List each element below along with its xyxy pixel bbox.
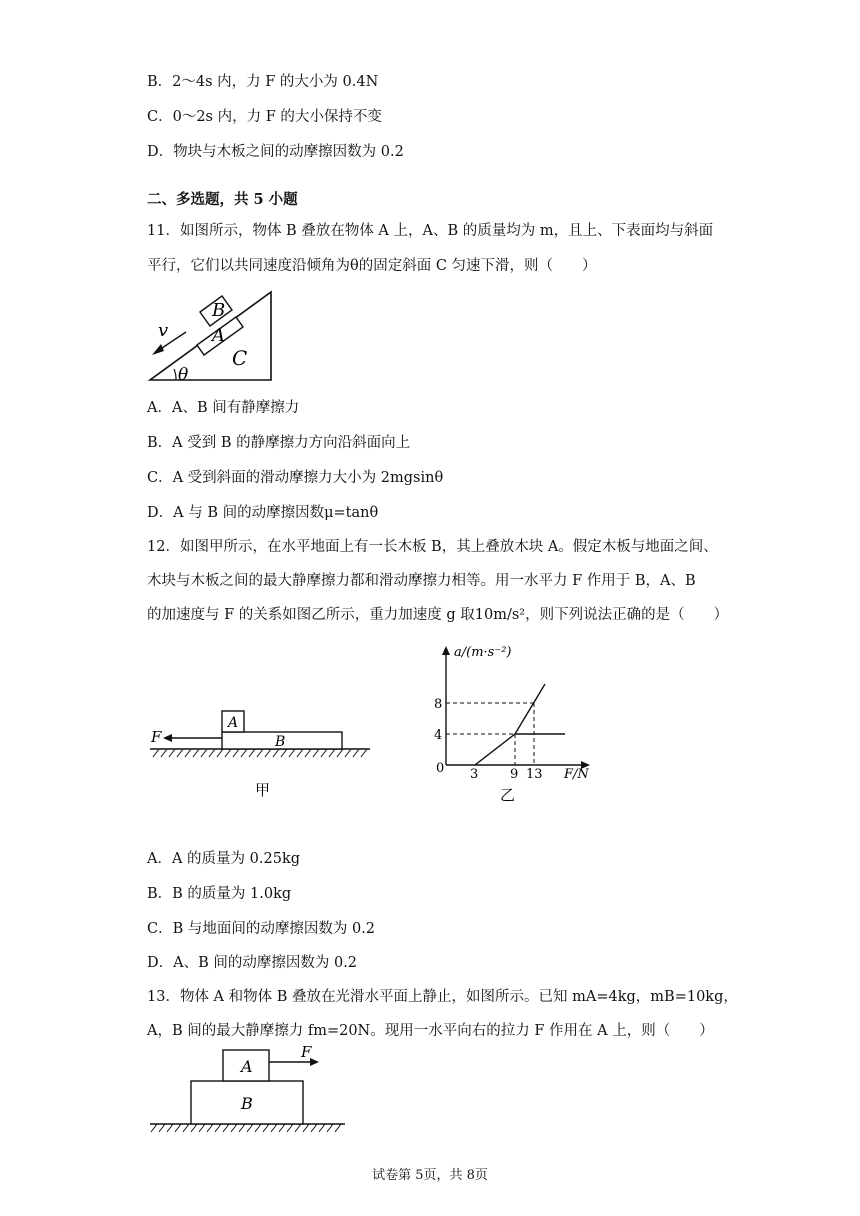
q12-figure-jia bbox=[145, 705, 375, 805]
y-axis-label: a/(m·s⁻²) bbox=[454, 645, 512, 660]
q12-option-b: B．B 的质量为 1.0kg bbox=[147, 886, 292, 902]
label-b: B bbox=[212, 300, 226, 321]
q11-stem-line1: 11．如图所示，物体 B 叠放在物体 A 上，A、B 的质量均为 m，且上、下表面均与斜面 bbox=[147, 223, 714, 239]
angle-arc bbox=[174, 369, 176, 380]
q10-option-b: B．2～4s 内，力 F 的大小为 0.4N bbox=[147, 74, 379, 90]
ground-hatching bbox=[151, 1124, 341, 1132]
line-common bbox=[475, 734, 515, 765]
q11-option-d: D．A 与 B 间的动摩擦因数μ=tanθ bbox=[147, 505, 379, 521]
x-axis-label: F/N bbox=[564, 767, 589, 782]
label-b: B bbox=[241, 1094, 253, 1113]
q12-option-c: C．B 与地面间的动摩擦因数为 0.2 bbox=[147, 921, 376, 937]
line-b bbox=[515, 684, 545, 734]
caption-yi: 乙 bbox=[500, 786, 516, 804]
section-title: 二、多选题，共 5 小题 bbox=[147, 191, 298, 208]
force-arrow-head bbox=[163, 734, 172, 742]
ground-hatching bbox=[153, 749, 367, 757]
q13-figure bbox=[145, 1045, 355, 1140]
caption-jia: 甲 bbox=[255, 781, 271, 799]
label-a: A bbox=[241, 1057, 253, 1076]
q13-stem-line1: 13．物体 A 和物体 B 叠放在光滑水平面上静止，如图所示。已知 mA=4kg，mB=10kg， bbox=[147, 989, 738, 1005]
ytick-4: 4 bbox=[434, 728, 443, 743]
label-theta: θ bbox=[178, 365, 189, 385]
q11-option-c: C．A 受到斜面的滑动摩擦力大小为 2mgsinθ bbox=[147, 470, 444, 486]
q11-option-b: B．A 受到 B 的静摩擦力方向沿斜面向上 bbox=[147, 435, 411, 451]
origin-label: 0 bbox=[436, 761, 445, 776]
label-a: A bbox=[212, 325, 225, 346]
q12-stem-line3: 的加速度与 F 的关系如图乙所示，重力加速度 g 取10m/s²，则下列说法正确的是（ ） bbox=[147, 607, 729, 623]
q13-stem-line2: A，B 间的最大静摩擦力 fm=20N。现用一水平向右的拉力 F 作用在 A 上，则（ ） bbox=[147, 1023, 714, 1039]
label-c: C bbox=[232, 346, 248, 370]
q10-option-c: C．0～2s 内，力 F 的大小保持不变 bbox=[147, 109, 382, 125]
q11-option-a: A．A、B 间有静摩擦力 bbox=[147, 400, 300, 416]
xtick-3: 3 bbox=[470, 767, 479, 782]
q12-option-a: A．A 的质量为 0.25kg bbox=[147, 851, 301, 867]
xtick-9: 9 bbox=[510, 767, 519, 782]
q12-stem-line1: 12．如图甲所示，在水平地面上有一长木板 B，其上叠放木块 A。假定木板与地面之间、 bbox=[147, 539, 718, 555]
q12-figure-yi bbox=[418, 640, 608, 805]
label-a: A bbox=[228, 715, 239, 731]
q10-option-d: D．物块与木板之间的动摩擦因数为 0.2 bbox=[147, 144, 404, 160]
q12-option-d: D．A、B 间的动摩擦因数为 0.2 bbox=[147, 955, 358, 971]
label-f: F bbox=[301, 1045, 312, 1061]
velocity-arrow-head bbox=[152, 344, 164, 355]
xtick-13: 13 bbox=[526, 767, 543, 782]
label-b: B bbox=[275, 734, 286, 750]
q11-stem-line2: 平行，它们以共同速度沿倾角为θ的固定斜面 C 匀速下滑，则（ ） bbox=[147, 258, 597, 274]
label-f: F bbox=[151, 728, 162, 746]
label-v: v bbox=[158, 320, 169, 341]
q11-incline-figure bbox=[140, 286, 280, 386]
y-axis-arrow bbox=[442, 646, 450, 655]
q12-stem-line2: 木块与木板之间的最大静摩擦力都和滑动摩擦力相等。用一水平力 F 作用于 B，A、B bbox=[147, 573, 696, 589]
ytick-8: 8 bbox=[434, 697, 443, 712]
page-footer: 试卷第 5页，共 8页 bbox=[372, 1168, 488, 1183]
